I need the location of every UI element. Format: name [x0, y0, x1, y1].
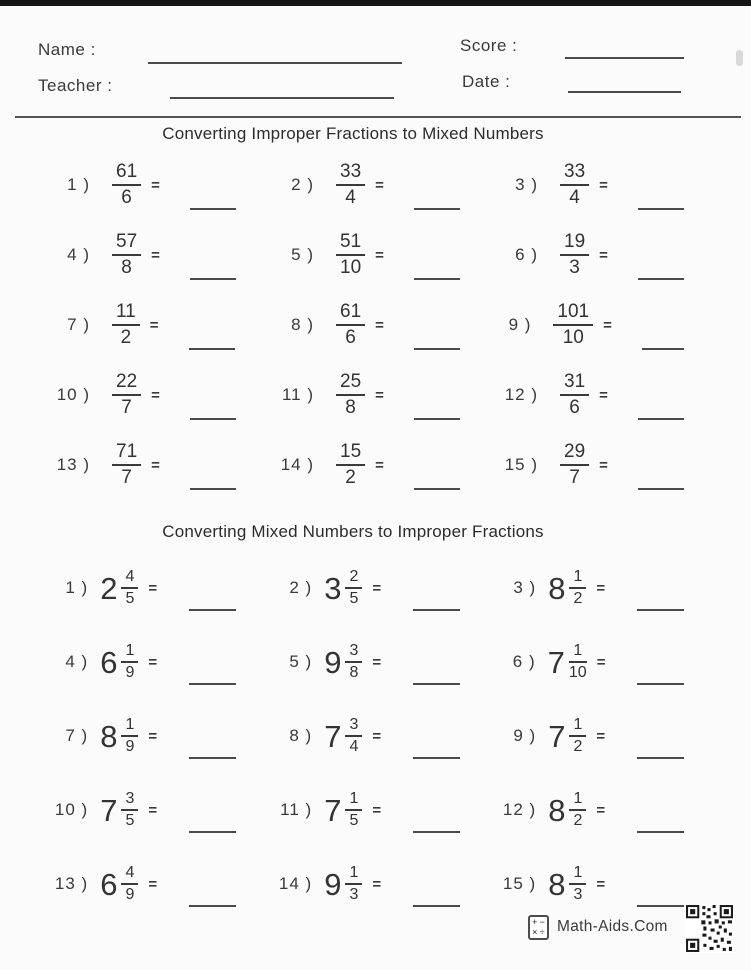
- section1-title: Converting Improper Fractions to Mixed Numbers: [162, 124, 544, 143]
- answer-blank: [638, 418, 684, 420]
- problem-number: 10 ): [56, 385, 90, 404]
- fraction-denominator: 6: [121, 187, 132, 208]
- equals-sign: =: [375, 316, 384, 334]
- fraction-numerator: 15: [336, 441, 365, 466]
- fraction-denominator: 2: [573, 812, 583, 829]
- problem-number: 12 ): [504, 385, 538, 404]
- improper-fraction-problem: [460, 290, 684, 360]
- answer-blank: [414, 488, 460, 490]
- fraction-denominator: 8: [345, 397, 356, 418]
- equals-sign: =: [599, 176, 608, 194]
- improper-fraction-problem: [236, 360, 460, 430]
- fraction-numerator: 11: [112, 301, 140, 326]
- fraction-numerator: 71: [112, 441, 141, 466]
- problem-number: 9 ): [513, 726, 537, 745]
- mixed-number-problem: [236, 551, 460, 625]
- whole-number: 8: [548, 792, 566, 828]
- teacher-label: Teacher :: [38, 76, 113, 95]
- answer-blank: [190, 208, 236, 210]
- section1-problem-grid: [12, 150, 684, 500]
- answer-blank: [189, 609, 236, 611]
- fraction: [345, 864, 362, 905]
- equals-sign: =: [596, 653, 606, 671]
- fraction: [345, 790, 362, 831]
- improper-fraction-problem: [12, 360, 236, 430]
- whole-number: 7: [100, 792, 118, 828]
- fraction-denominator: 8: [349, 664, 359, 681]
- fraction-numerator: 22: [112, 371, 141, 396]
- fraction-denominator: 6: [569, 397, 580, 418]
- problem-number: 3 ): [513, 578, 537, 597]
- equals-sign: =: [375, 456, 384, 474]
- improper-fraction-problem: [12, 430, 236, 500]
- fraction: [112, 161, 141, 209]
- fraction-numerator: 2: [345, 568, 362, 589]
- improper-fraction-problem: [12, 290, 236, 360]
- brand-text: Math-Aids.Com: [557, 918, 668, 935]
- fraction-numerator: 1: [569, 864, 586, 885]
- fraction-numerator: 1: [121, 716, 138, 737]
- fraction: [112, 301, 140, 349]
- fraction-numerator: 1: [121, 642, 138, 663]
- answer-blank: [413, 609, 460, 611]
- equals-sign: =: [596, 579, 606, 597]
- fraction-numerator: 101: [553, 301, 593, 326]
- fraction-denominator: 5: [349, 812, 359, 829]
- whole-number: 7: [324, 792, 342, 828]
- equals-sign: =: [372, 727, 382, 745]
- mixed-number-problem: [460, 625, 684, 699]
- fraction: [112, 371, 141, 419]
- fraction-denominator: 8: [121, 257, 132, 278]
- fraction-denominator: 4: [569, 187, 580, 208]
- problem-number: 11 ): [281, 385, 314, 404]
- fraction-numerator: 33: [560, 161, 589, 186]
- problem-number: 12 ): [502, 800, 537, 819]
- whole-number: 6: [100, 866, 118, 902]
- equals-sign: =: [151, 246, 160, 264]
- fraction: [560, 161, 589, 209]
- fraction-numerator: 3: [345, 716, 362, 737]
- fraction: [336, 441, 365, 489]
- fraction-numerator: 1: [345, 790, 362, 811]
- mixed-number-problem: [12, 551, 236, 625]
- teacher-blank-line: [170, 97, 394, 99]
- whole-number: 7: [548, 718, 566, 754]
- answer-blank: [414, 278, 460, 280]
- problem-number: 1 ): [65, 578, 89, 597]
- answer-blank: [413, 831, 460, 833]
- fraction-denominator: 3: [573, 886, 583, 903]
- fraction-denominator: 10: [568, 664, 587, 681]
- problem-number: 5 ): [291, 245, 314, 264]
- problem-number: 11 ): [280, 800, 313, 819]
- improper-fraction-problem: [236, 430, 460, 500]
- fraction: [560, 441, 589, 489]
- fraction-numerator: 29: [560, 441, 589, 466]
- problem-number: 14 ): [280, 455, 314, 474]
- whole-number: 2: [100, 570, 118, 606]
- answer-blank: [189, 831, 236, 833]
- mixed-number-problem: [12, 773, 236, 847]
- fraction-numerator: 19: [560, 231, 589, 256]
- improper-fraction-problem: [460, 220, 684, 290]
- improper-fraction-problem: [460, 360, 684, 430]
- answer-blank: [189, 683, 236, 685]
- fraction-denominator: 10: [562, 327, 584, 348]
- date-label: Date :: [462, 72, 511, 91]
- fraction: [560, 231, 589, 279]
- fraction-numerator: 1: [569, 716, 586, 737]
- equals-sign: =: [372, 801, 382, 819]
- minus-symbol: −: [539, 917, 545, 928]
- fraction: [121, 642, 138, 683]
- equals-sign: =: [596, 875, 606, 893]
- problem-number: 2 ): [289, 578, 313, 597]
- fraction-denominator: 3: [569, 257, 580, 278]
- answer-blank: [637, 683, 684, 685]
- fraction-numerator: 51: [336, 231, 365, 256]
- fraction-denominator: 9: [125, 738, 135, 755]
- date-blank-line: [568, 91, 681, 93]
- equals-sign: =: [372, 653, 382, 671]
- answer-blank: [414, 348, 460, 350]
- whole-number: 9: [324, 866, 342, 902]
- fraction-denominator: 7: [569, 467, 580, 488]
- problem-number: 15 ): [504, 455, 538, 474]
- mixed-number-problem: [236, 625, 460, 699]
- mixed-number-problem: [460, 699, 684, 773]
- fraction-numerator: 61: [336, 301, 365, 326]
- fraction-denominator: 2: [573, 738, 583, 755]
- whole-number: 8: [548, 866, 566, 902]
- fraction: [121, 716, 138, 757]
- plus-symbol: +: [532, 917, 538, 928]
- equals-sign: =: [148, 653, 158, 671]
- equals-sign: =: [596, 727, 606, 745]
- whole-number: 7: [547, 644, 565, 680]
- fraction-denominator: 4: [345, 187, 356, 208]
- fraction-denominator: 9: [125, 664, 135, 681]
- fraction: [569, 716, 586, 757]
- score-blank-line: [565, 57, 684, 59]
- answer-blank: [189, 757, 236, 759]
- fraction-denominator: 5: [125, 590, 135, 607]
- problem-number: 5 ): [289, 652, 313, 671]
- fraction: [569, 790, 586, 831]
- equals-sign: =: [151, 386, 160, 404]
- answer-blank: [413, 757, 460, 759]
- fraction-denominator: 10: [340, 257, 362, 278]
- mixed-number-problem: [236, 847, 460, 921]
- mixed-number-problem: [12, 699, 236, 773]
- mixed-number-problem: [236, 699, 460, 773]
- fraction-denominator: 2: [345, 467, 356, 488]
- problem-number: 6 ): [515, 245, 538, 264]
- answer-blank: [189, 905, 236, 907]
- mixed-number-problem: [12, 625, 236, 699]
- answer-blank: [414, 418, 460, 420]
- answer-blank: [190, 488, 236, 490]
- answer-blank: [642, 348, 684, 350]
- fraction: [553, 301, 593, 349]
- divide-symbol: ÷: [539, 926, 545, 937]
- answer-blank: [637, 831, 684, 833]
- answer-blank: [189, 348, 235, 350]
- improper-fraction-problem: [236, 290, 460, 360]
- equals-sign: =: [148, 875, 158, 893]
- equals-sign: =: [599, 456, 608, 474]
- problem-number: 14 ): [278, 874, 313, 893]
- problem-number: 7 ): [67, 315, 90, 334]
- improper-fraction-problem: [236, 150, 460, 220]
- qr-code-icon: [685, 904, 734, 953]
- fraction: [569, 642, 587, 683]
- fraction: [121, 790, 138, 831]
- whole-number: 9: [324, 644, 342, 680]
- answer-blank: [414, 208, 460, 210]
- improper-fraction-problem: [12, 220, 236, 290]
- problem-number: 4 ): [67, 245, 90, 264]
- fraction-numerator: 4: [121, 864, 138, 885]
- problem-number: 8 ): [289, 726, 313, 745]
- equals-sign: =: [375, 246, 384, 264]
- fraction: [121, 568, 138, 609]
- equals-sign: =: [375, 176, 384, 194]
- scan-top-bar: [0, 0, 751, 6]
- fraction-denominator: 4: [349, 738, 359, 755]
- fraction: [560, 371, 589, 419]
- improper-fraction-problem: [236, 220, 460, 290]
- fraction: [345, 642, 362, 683]
- mixed-number-problem: [236, 773, 460, 847]
- equals-sign: =: [148, 727, 158, 745]
- mixed-number-problem: [12, 847, 236, 921]
- fraction-numerator: 1: [345, 864, 362, 885]
- equals-sign: =: [372, 579, 382, 597]
- fraction-numerator: 4: [121, 568, 138, 589]
- equals-sign: =: [148, 801, 158, 819]
- mixed-number-problem: [460, 847, 684, 921]
- problem-number: 9 ): [508, 315, 532, 334]
- fraction: [336, 161, 365, 209]
- equals-sign: =: [151, 456, 160, 474]
- fraction-numerator: 57: [112, 231, 141, 256]
- whole-number: 7: [324, 718, 342, 754]
- fraction-numerator: 61: [112, 161, 141, 186]
- fraction-denominator: 6: [345, 327, 356, 348]
- score-label: Score :: [460, 36, 518, 55]
- whole-number: 8: [100, 718, 118, 754]
- fraction-denominator: 9: [125, 886, 135, 903]
- fraction: [345, 716, 362, 757]
- fraction-denominator: 2: [573, 590, 583, 607]
- equals-sign: =: [375, 386, 384, 404]
- answer-blank: [637, 757, 684, 759]
- fraction: [336, 371, 365, 419]
- fraction-numerator: 1: [569, 642, 587, 663]
- whole-number: 8: [548, 570, 566, 606]
- equals-sign: =: [603, 316, 612, 334]
- problem-number: 6 ): [512, 652, 536, 671]
- problem-number: 7 ): [65, 726, 89, 745]
- fraction-denominator: 7: [121, 397, 132, 418]
- problem-number: 13 ): [54, 874, 89, 893]
- problem-number: 15 ): [502, 874, 537, 893]
- fraction-denominator: 5: [125, 812, 135, 829]
- problem-number: 2 ): [291, 175, 314, 194]
- answer-blank: [190, 418, 236, 420]
- equals-sign: =: [599, 386, 608, 404]
- improper-fraction-problem: [460, 430, 684, 500]
- fraction-denominator: 3: [349, 886, 359, 903]
- equals-sign: =: [372, 875, 382, 893]
- fraction: [569, 568, 586, 609]
- answer-blank: [637, 905, 684, 907]
- improper-fraction-problem: [460, 150, 684, 220]
- whole-number: 6: [100, 644, 118, 680]
- fraction: [345, 568, 362, 609]
- answer-blank: [190, 278, 236, 280]
- fraction: [112, 231, 141, 279]
- fraction: [112, 441, 141, 489]
- answer-blank: [638, 488, 684, 490]
- mixed-number-problem: [460, 773, 684, 847]
- answer-blank: [637, 609, 684, 611]
- math-aids-logo-icon: [528, 915, 549, 940]
- fraction-numerator: 3: [345, 642, 362, 663]
- fraction-numerator: 1: [569, 568, 586, 589]
- equals-sign: =: [596, 801, 606, 819]
- fraction-numerator: 25: [336, 371, 365, 396]
- equals-sign: =: [148, 579, 158, 597]
- name-blank-line: [148, 62, 402, 64]
- fraction-denominator: 2: [120, 327, 132, 348]
- equals-sign: =: [599, 246, 608, 264]
- name-label: Name :: [38, 40, 96, 59]
- problem-number: 10 ): [54, 800, 89, 819]
- fraction: [336, 301, 365, 349]
- fraction: [569, 864, 586, 905]
- fraction: [336, 231, 365, 279]
- problem-number: 1 ): [67, 175, 90, 194]
- section2-title: Converting Mixed Numbers to Improper Fractions: [162, 522, 544, 541]
- mixed-number-problem: [460, 551, 684, 625]
- improper-fraction-problem: [12, 150, 236, 220]
- problem-number: 8 ): [291, 315, 314, 334]
- fraction-numerator: 1: [569, 790, 586, 811]
- equals-sign: =: [151, 176, 160, 194]
- equals-sign: =: [149, 316, 159, 334]
- fraction-denominator: 5: [349, 590, 359, 607]
- fraction: [121, 864, 138, 905]
- times-symbol: ×: [532, 926, 538, 937]
- section2-problem-grid: [12, 551, 684, 921]
- scan-smudge: [736, 50, 743, 66]
- fraction-numerator: 3: [121, 790, 138, 811]
- fraction-numerator: 33: [336, 161, 365, 186]
- problem-number: 13 ): [56, 455, 90, 474]
- fraction-denominator: 7: [121, 467, 132, 488]
- header-divider: [15, 116, 741, 118]
- answer-blank: [413, 905, 460, 907]
- fraction-numerator: 31: [560, 371, 589, 396]
- answer-blank: [413, 683, 460, 685]
- answer-blank: [638, 278, 684, 280]
- problem-number: 3 ): [515, 175, 538, 194]
- answer-blank: [638, 208, 684, 210]
- problem-number: 4 ): [65, 652, 89, 671]
- whole-number: 3: [324, 570, 342, 606]
